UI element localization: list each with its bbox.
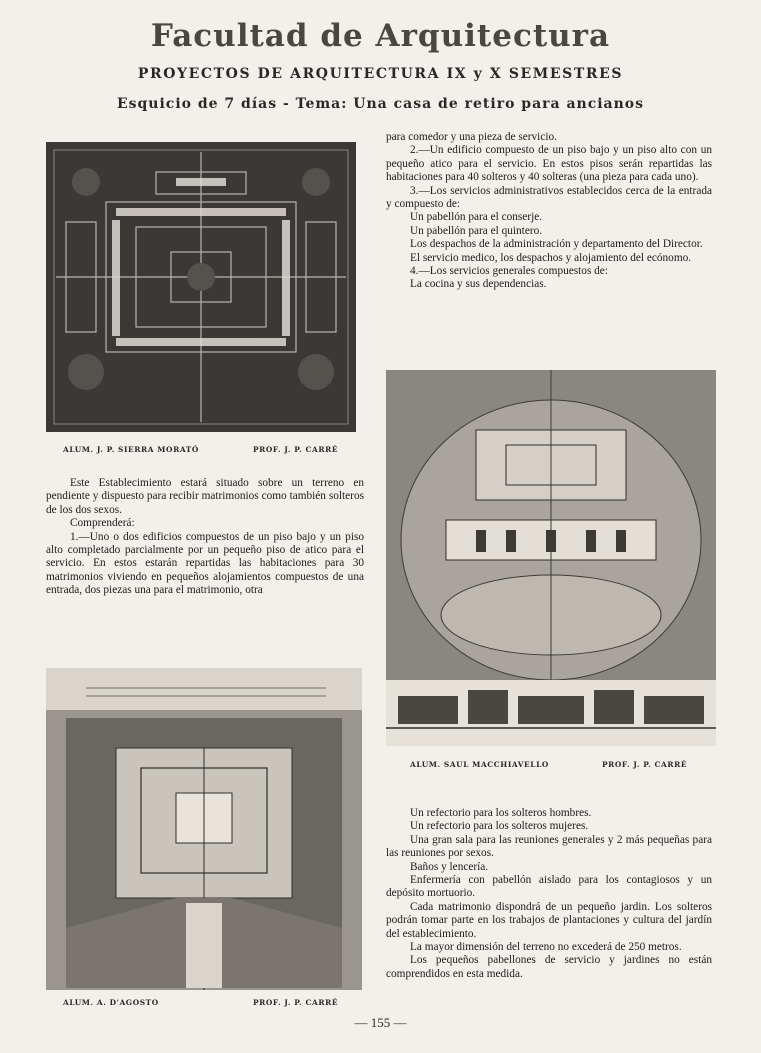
caption-student-sierra: ALUM. J. P. SIERRA MORATÓ: [63, 445, 199, 454]
paragraph: 4.—Los servicios generales compuestos de:: [410, 265, 608, 278]
plan-drawing-dagosto: [46, 668, 362, 990]
paragraph: Comprenderá:: [70, 517, 135, 530]
caption-student-macchiavello: ALUM. SAUL MACCHIAVELLO: [410, 760, 549, 769]
paragraph: Cada matrimonio dispondrá de un pequeño jardin. Los solteros podrán tomar parte en los trabajos de plantaciones y cultura del jardín del establecimiento.: [386, 900, 712, 940]
caption-student-dagosto: ALUM. A. D'AGOSTO: [63, 998, 159, 1007]
right-column-text-bottom: [386, 807, 712, 981]
page-title: Facultad de Arquitectura: [150, 18, 611, 54]
paragraph: Un refectorio para los solteros mujeres.: [410, 820, 589, 833]
paragraph: Un pabellón para el quintero.: [410, 224, 543, 237]
paragraph: La cocina y sus dependencias.: [410, 278, 547, 291]
paragraph: El servicio medico, los despachos y alojamiento del ecónomo.: [410, 251, 692, 264]
paragraph: Los despachos de la administración y departamento del Director.: [410, 238, 703, 251]
paragraph: 1.—Uno o dos edificios compuestos de un piso bajo y un piso alto completado parcialmente por un pequeño piso de atico para el servicio. En estos estarán repartidas las habitaciones para 30 matrimonios viviendo en pequeños alojamientos compuestos de una entrada, dos piezas una para el matrimonio, otra: [46, 530, 364, 597]
caption-professor-sierra: PROF. J. P. CARRÉ: [253, 445, 339, 454]
theme-line: Esquicio de 7 días - Tema: Una casa de retiro para ancianos: [116, 96, 645, 112]
paragraph: 2.—Un edificio compuesto de un piso bajo y un piso alto con un pequeño atico para el servicio. En estos pisos serán repartidas las habitaciones para 40 solteros y 40 solteras (una pieza para cada uno).: [386, 144, 712, 184]
paragraph: 3.—Los servicios administrativos establecidos cerca de la entrada y compuesto de:: [386, 184, 712, 211]
paragraph: Un pabellón para el conserje.: [410, 211, 543, 224]
page-subtitle: PROYECTOS DE ARQUITECTURA IX y X SEMESTRES: [137, 66, 624, 82]
paragraph: Enfermería con pabellón aislado para los contagiosos y un depósito mortuorio.: [386, 874, 712, 900]
caption-professor-macchiavello: PROF. J. P. CARRÉ: [602, 760, 688, 769]
left-column-text: [46, 477, 364, 598]
plan-drawing-sierra: [46, 142, 356, 432]
caption-professor-dagosto: PROF. J. P. CARRÉ: [253, 998, 339, 1007]
paragraph: Un refectorio para los solteros hombres.: [410, 807, 592, 819]
page-number: — 155 —: [354, 1015, 407, 1030]
paragraph: Este Establecimiento estará situado sobre un terreno en pendiente y dispuesto para recibir matrimonios como también solteros de los dos sexos.: [46, 477, 364, 516]
right-column-text-top: [386, 131, 712, 292]
paragraph: Baños y lencería.: [410, 860, 489, 873]
paragraph: Los pequeños pabellones de servicio y jardines no están comprendidos en esta medida.: [386, 954, 712, 980]
paragraph: La mayor dimensión del terreno no excederá de 250 metros.: [410, 941, 682, 954]
paragraph: Una gran sala para las reuniones generales y 2 más pequeñas para las reuniones por sexos.: [386, 833, 712, 860]
plan-drawing-macchiavello: [386, 370, 716, 746]
paragraph: para comedor y una pieza de servicio.: [386, 131, 557, 143]
